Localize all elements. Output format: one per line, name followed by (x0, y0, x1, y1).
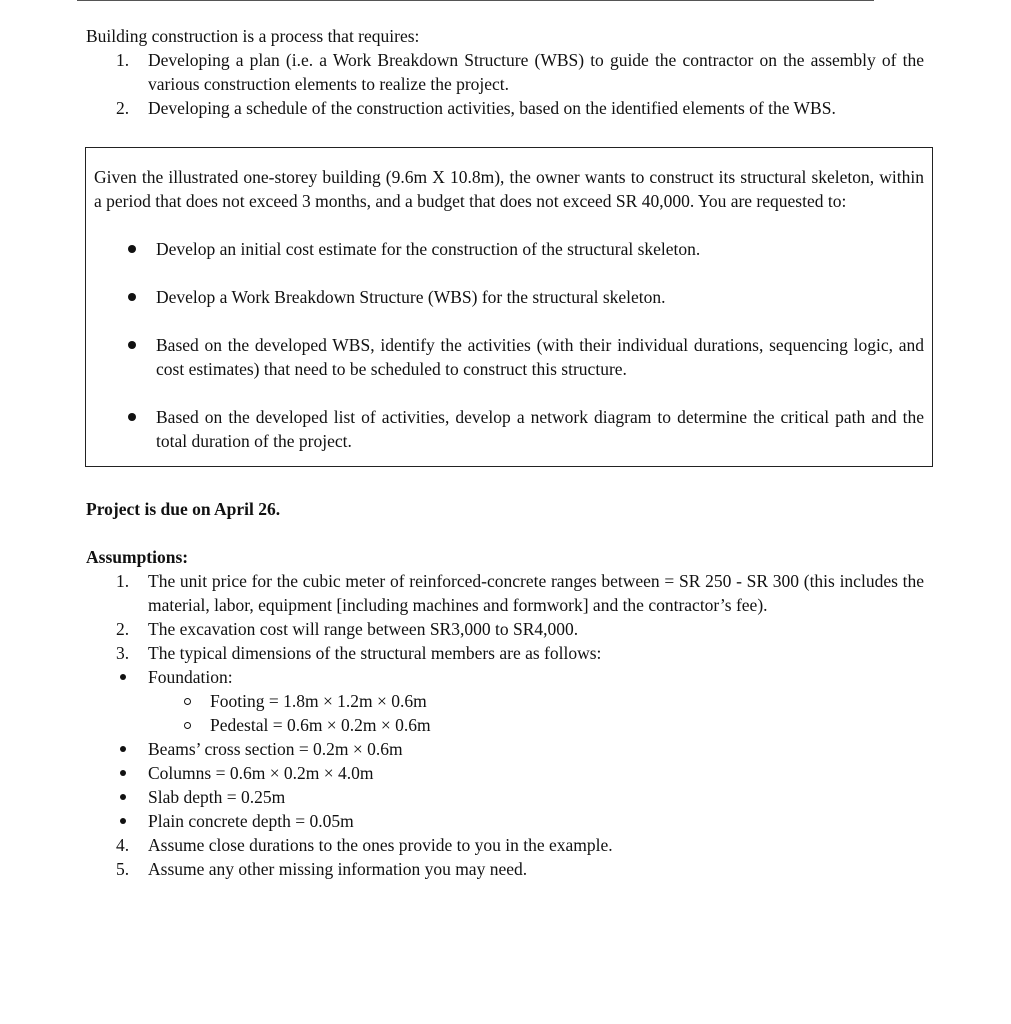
foundation-item (86, 665, 924, 737)
assumption-item-1 (86, 569, 924, 617)
assumption-item-3-text: The typical dimensions of the structural members are as follows: (148, 643, 602, 663)
task-bullet-2-text: Develop a Work Breakdown Structure (WBS) for the structural skeleton. (156, 287, 666, 307)
pedestal-item (148, 713, 924, 737)
plain-concrete-text: Plain concrete depth = 0.05m (148, 811, 354, 831)
assumption-item-2-number: 2. (116, 619, 130, 639)
intro-item-1-text: Developing a plan (i.e. a Work Breakdown Structure (WBS) to guide the contractor on the assembly of the various construction elements to realize the project. (148, 50, 924, 94)
assumption-item-5 (86, 857, 924, 881)
task-box (85, 147, 933, 467)
top-rule (77, 0, 874, 1)
bullet-dot-icon (120, 794, 126, 800)
document-page (86, 24, 924, 881)
task-bullet-2 (94, 285, 924, 309)
columns-text: Columns = 0.6m × 0.2m × 4.0m (148, 763, 374, 783)
assumption-item-3 (86, 641, 924, 833)
task-bullet-4-text: Based on the developed list of activities, develop a network diagram to determine the critical path and the total duration of the project. (156, 407, 924, 451)
slab-depth-item (86, 785, 924, 809)
due-date: Project is due on April 26. (86, 499, 281, 519)
task-bullet-1 (94, 237, 924, 261)
bullet-dot-icon (128, 341, 136, 349)
pedestal-text: Pedestal = 0.6m × 0.2m × 0.6m (210, 715, 431, 735)
member-dimensions-list (148, 665, 924, 833)
assumption-item-5-text: Assume any other missing information you may need. (148, 859, 528, 879)
task-paragraph: Given the illustrated one-storey building (9.6m X 10.8m), the owner wants to construct its structural skeleton, within a period that does not exceed 3 months, and a budget that does not exceed SR 40,000. You are requested to: (94, 167, 924, 211)
assumption-item-1-number: 1. (116, 571, 130, 591)
intro-item-2 (86, 96, 924, 120)
task-bullet-1-text: Develop an initial cost estimate for the construction of the structural skeleton. (156, 239, 701, 259)
intro-heading: Building construction is a process that requires: (86, 26, 420, 46)
task-bullet-4 (94, 405, 924, 453)
assumptions-heading: Assumptions: (86, 547, 189, 567)
beams-text: Beams’ cross section = 0.2m × 0.6m (148, 739, 403, 759)
footing-item (148, 689, 924, 713)
intro-item-2-text: Developing a schedule of the construction activities, based on the identified elements of the WBS. (148, 98, 836, 118)
slab-depth-text: Slab depth = 0.25m (148, 787, 286, 807)
assumption-item-2 (86, 617, 924, 641)
assumptions-list (86, 569, 924, 881)
assumption-item-1-text: The unit price for the cubic meter of reinforced-concrete ranges between = SR 250 - SR 300 (this includes the material, labor, equipment [including machines and formwork] and the contractor’s fee). (148, 571, 924, 615)
assumption-item-4-number: 4. (116, 835, 130, 855)
bullet-dot-icon (128, 413, 136, 421)
intro-list (86, 48, 924, 120)
intro-item-1 (86, 48, 924, 96)
beams-item (86, 737, 924, 761)
columns-item (86, 761, 924, 785)
foundation-label: Foundation: (148, 667, 233, 687)
task-bullet-3-text: Based on the developed WBS, identify the activities (with their individual durations, sequencing logic, and cost estimates) that need to be scheduled to construct this structure. (156, 335, 924, 379)
plain-concrete-item (86, 809, 924, 833)
assumption-item-4 (86, 833, 924, 857)
assumption-item-5-number: 5. (116, 859, 130, 879)
bullet-dot-icon (120, 818, 126, 824)
bullet-dot-icon (128, 293, 136, 301)
intro-item-1-number: 1. (116, 50, 130, 70)
foundation-sublist (148, 689, 924, 737)
bullet-dot-icon (128, 245, 136, 253)
task-bullet-3 (94, 333, 924, 381)
bullet-dot-icon (120, 746, 126, 752)
assumption-item-4-text: Assume close durations to the ones provide to you in the example. (148, 835, 613, 855)
hollow-circle-bullet-icon (184, 722, 191, 729)
bullet-dot-icon (120, 770, 126, 776)
footing-text: Footing = 1.8m × 1.2m × 0.6m (210, 691, 427, 711)
intro-item-2-number: 2. (116, 98, 130, 118)
bullet-dot-icon (120, 674, 126, 680)
assumption-item-2-text: The excavation cost will range between SR3,000 to SR4,000. (148, 619, 579, 639)
task-bullet-list (94, 237, 924, 453)
assumption-item-3-number: 3. (116, 643, 130, 663)
hollow-circle-bullet-icon (184, 698, 191, 705)
